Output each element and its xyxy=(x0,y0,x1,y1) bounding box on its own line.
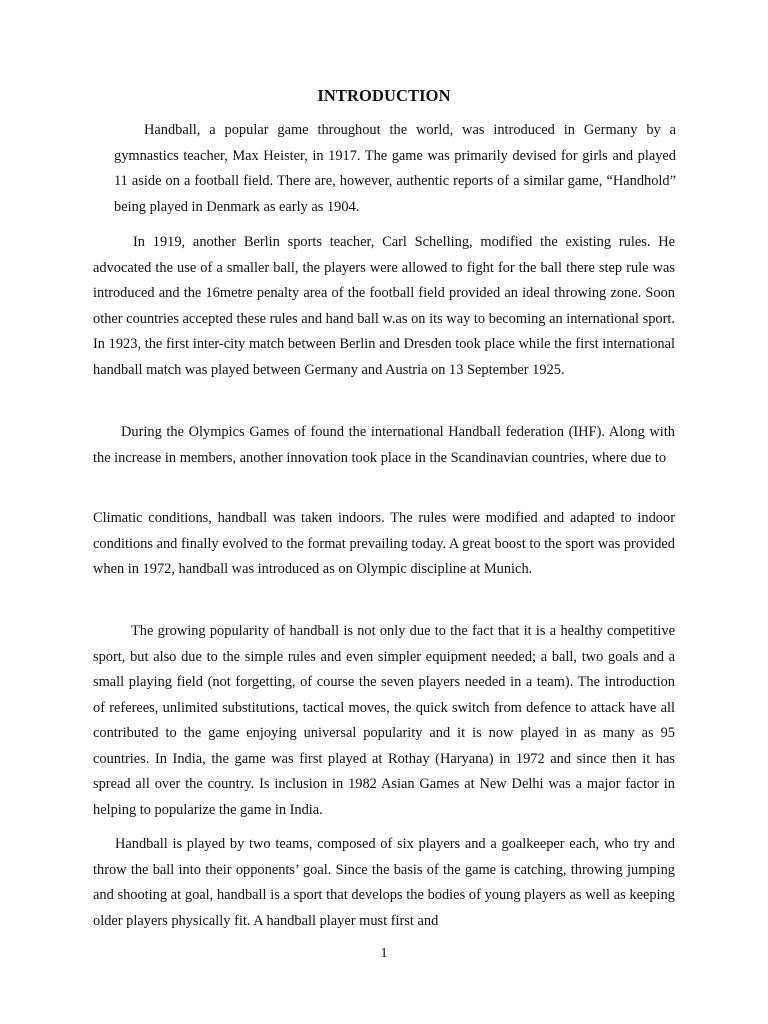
paragraph-origins: Handball, a popular game throughout the world, was introduced in Germany by a gymnastics teacher, Max Heister, in 1917. The game was primarily devised for girls and played 11 aside on a football field. There are, however, authentic reports of a similar game, “Handhold” being played in Denmark as early as 1904. xyxy=(114,122,676,215)
paragraph-popularity: The growing popularity of handball is not only due to the fact that it is a healthy competitive sport, but also due to the simple rules and even simpler equipment needed; a ball, two goals and a small playing field (not forgetting, of course the seven players needed in a team). The introduction of referees, unlimited substitutions, tactical moves, the quick switch from defence to attack have all contributed to the game enjoying universal popularity and it is now played in as many as 95 countries. In India, the game was first played at Rothay (Haryana) in 1972 and since then it has spread all over the country. Is inclusion in 1982 Asian Games at New Delhi was a major factor in helping to popularize the game in India. xyxy=(93,623,675,818)
paragraph-gameplay: Handball is played by two teams, composed of six players and a goalkeeper each, who try and throw the ball into their opponents’ goal. Since the basis of the game is catching, throwing jumping and shooting at goal, handball is a sport that develops the bodies of young players as well as keeping older players physically fit. A handball player must first and xyxy=(93,836,675,929)
paragraph-rule-changes: In 1919, another Berlin sports teacher, Carl Schelling, modified the existing rules. He advocated the use of a smaller ball, the players were allowed to fight for the ball there step rule was introduced and the 16metre penalty area of the football field provided an ideal throwing zone. Soon other countries accepted these rules and hand ball w.as on its way to becoming an international sport. In 1923, the first inter-city match between Berlin and Dresden took place while the first international handball match was played between Germany and Austria on 13 September 1925. xyxy=(93,234,675,378)
paragraph-indoor: Climatic conditions, handball was taken indoors. The rules were modified and adapted to indoor conditions and finally evolved to the format prevailing today. A great boost to the sport was provided when in 1972, handball was introduced as on Olympic discipline at Munich. xyxy=(93,510,675,577)
paragraph-ihf: During the Olympics Games of found the international Handball federation (IHF). Along with the increase in members, another innovation took place in the Scandinavian countries, where due to xyxy=(93,424,675,466)
page-title: INTRODUCTION xyxy=(317,86,451,105)
page-number: 1 xyxy=(380,946,388,961)
